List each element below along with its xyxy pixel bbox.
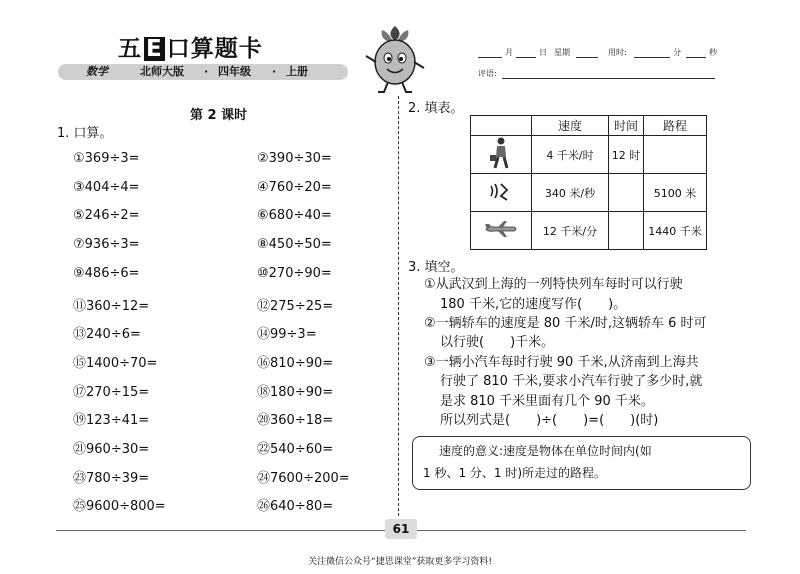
grade-label: 四年级 bbox=[218, 65, 251, 78]
time-cell bbox=[609, 212, 644, 250]
fill-line: 行驶了 810 千米,要求小汽车行驶了多少时,就 bbox=[440, 374, 703, 389]
page-number: 61 bbox=[385, 519, 417, 539]
calc-item: ⑤246÷2= bbox=[73, 208, 140, 224]
calc-item: ⑦936÷3= bbox=[73, 237, 140, 253]
calc-item: ㉖640÷80= bbox=[257, 499, 334, 515]
column-divider bbox=[398, 96, 399, 516]
fill-line: ②一辆轿车的速度是 80 千米/时,这辆轿车 6 时可 bbox=[424, 316, 707, 331]
fill-line: 所以列式是( )÷( )=( )(时) bbox=[440, 413, 659, 428]
calc-item: ㉓780÷39= bbox=[73, 470, 150, 486]
separator: · bbox=[272, 65, 277, 78]
calc-item: ㉕9600÷800= bbox=[73, 499, 166, 515]
fill-line: ③一辆小汽车每时行驶 90 千米,从济南到上海共 bbox=[424, 355, 699, 370]
distance-cell: 1440 千米 bbox=[644, 212, 707, 250]
definition-note bbox=[412, 436, 751, 490]
calc-item: ⑲123÷41= bbox=[73, 413, 150, 429]
volume-label: 上册 bbox=[286, 65, 308, 78]
calc-item: ㉒540÷60= bbox=[257, 442, 334, 457]
calc-item: ⑬240÷6= bbox=[73, 327, 141, 343]
airplane-icon bbox=[471, 212, 532, 250]
calc-item: ⑮1400÷70= bbox=[73, 355, 158, 371]
calc-item: ②390÷30= bbox=[257, 151, 332, 166]
speed-cell: 4 千米/时 bbox=[532, 136, 609, 174]
radish-mascot-icon bbox=[360, 22, 430, 96]
table-header-corner bbox=[471, 116, 532, 136]
table-header-time: 时间 bbox=[609, 116, 644, 136]
subject-label: 数学 bbox=[86, 65, 108, 78]
time-cell: 12 时 bbox=[609, 136, 644, 174]
fill-line: 以行驶( )千米。 bbox=[440, 335, 555, 350]
calc-item: ⑰270÷15= bbox=[73, 384, 150, 400]
fill-line: ①从武汉到上海的一列特快列车每时可以行驶 bbox=[424, 277, 683, 292]
walking-man-icon bbox=[471, 136, 532, 174]
calc-item: ⑫275÷25= bbox=[257, 298, 334, 314]
calc-item: ⑨486÷6= bbox=[73, 265, 140, 281]
comment-line: 评语: bbox=[478, 68, 738, 82]
table-row bbox=[471, 174, 707, 212]
calc-item: ⑯810÷90= bbox=[257, 355, 334, 371]
section2-heading: 2. 填表。 bbox=[408, 101, 464, 116]
note-line: 速度的意义:速度是物体在单位时间内(如 bbox=[439, 444, 652, 458]
table-row bbox=[471, 136, 707, 174]
section1-heading: 1. 口算。 bbox=[57, 126, 113, 141]
table-header-speed: 速度 bbox=[532, 116, 609, 136]
fill-line: 180 千米,它的速度写作( )。 bbox=[440, 297, 627, 312]
lesson-title: 第 2 课时 bbox=[190, 108, 248, 123]
calc-item: ①369÷3= bbox=[73, 151, 140, 166]
calc-item: ⑭99÷3= bbox=[257, 327, 317, 343]
table-row bbox=[471, 212, 707, 250]
note-line: 1 秒、1 分、1 时)所走过的路程。 bbox=[423, 466, 607, 480]
sound-wave-icon bbox=[471, 174, 532, 212]
distance-cell bbox=[644, 136, 707, 174]
time-cell bbox=[609, 174, 644, 212]
calc-item: ⑥680÷40= bbox=[257, 208, 332, 224]
calc-item: ⑳360÷18= bbox=[257, 413, 334, 429]
edition-label: 北师大版 bbox=[140, 65, 184, 78]
card-title: 五 E 口算题卡 bbox=[118, 36, 263, 62]
calc-item: ④760÷20= bbox=[257, 179, 332, 195]
calc-item: ⑧450÷50= bbox=[257, 237, 332, 253]
table-header-distance: 路程 bbox=[644, 116, 707, 136]
calc-item: ㉔7600÷200= bbox=[257, 470, 350, 486]
calc-item: ⑪360÷12= bbox=[73, 298, 150, 314]
speed-cell: 12 千米/分 bbox=[532, 212, 609, 250]
speed-table bbox=[470, 115, 707, 250]
section3-heading: 3. 填空。 bbox=[408, 260, 464, 275]
distance-cell: 5100 米 bbox=[644, 174, 707, 212]
calc-item: ㉑960÷30= bbox=[73, 442, 150, 457]
edition-bar bbox=[58, 64, 348, 80]
date-line: 月 日 星期 用时: 分 秒 bbox=[478, 47, 748, 61]
fill-line: 是求 810 千米里面有几个 90 千米。 bbox=[440, 394, 654, 409]
separator: · bbox=[204, 65, 209, 78]
footer-text: 关注微信公众号“捷思课堂”获取更多学习资料! bbox=[308, 557, 492, 567]
calc-item: ⑩270÷90= bbox=[257, 265, 332, 281]
calc-item: ⑱180÷90= bbox=[257, 384, 334, 400]
calc-item: ③404÷4= bbox=[73, 179, 140, 195]
speed-cell: 340 米/秒 bbox=[532, 174, 609, 212]
